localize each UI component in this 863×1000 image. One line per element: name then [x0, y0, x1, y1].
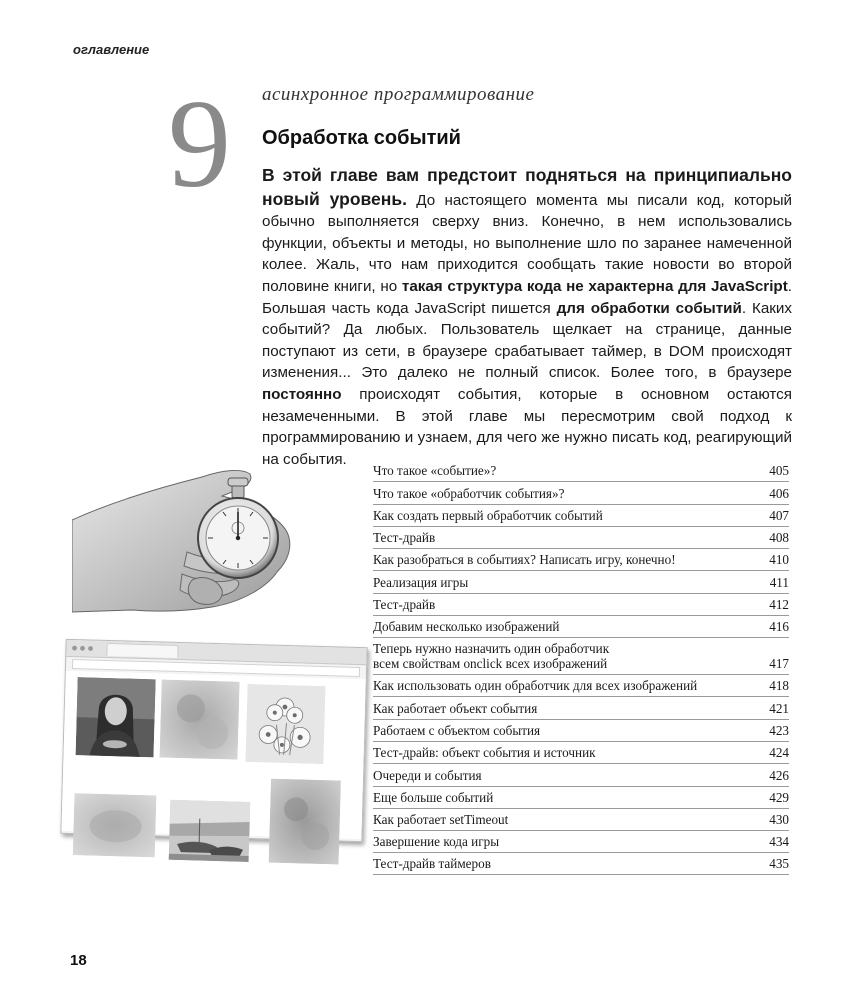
toc-entry-page: 424: [769, 745, 789, 760]
toc-entry-title: Работаем с объектом события: [373, 723, 541, 738]
toc-entry-page: 407: [769, 508, 789, 523]
browser-tab: [106, 643, 178, 658]
toc-divider: [373, 481, 789, 482]
toc-divider: [373, 504, 789, 505]
toc-divider: [373, 637, 789, 638]
intro-text-2: . Большая часть кода JavaScript пишется: [262, 277, 793, 317]
toc-entry-title: Тест-драйв: объект события и источник: [373, 745, 596, 760]
toc-entry-page: 410: [769, 552, 789, 567]
toc-divider: [373, 570, 789, 571]
toc-divider: [373, 763, 789, 764]
toc-entry[interactable]: [373, 723, 789, 743]
toc-entry-title: Как использовать один обработчик для всех изображений: [373, 678, 698, 693]
toc-entry[interactable]: [373, 678, 789, 698]
toc-entry-page: 430: [769, 812, 789, 827]
gallery-content: [61, 671, 365, 839]
window-controls-icon: [71, 645, 93, 652]
toc-entry-page: 406: [769, 486, 789, 501]
toc-divider: [373, 741, 789, 742]
toc-entry-title: Как работает setTimeout: [373, 812, 509, 827]
toc-divider: [373, 830, 789, 831]
intro-text-4: происходят события, которые в основном остаются незамеченными. В этой главе мы пересмотрим свой подход к программированию и узнаем, для чего же нужно писать код, реагирующий на события.: [262, 385, 792, 468]
gallery-image-flowers: [245, 684, 325, 764]
toc-entry-page: 412: [769, 597, 789, 612]
toc-divider: [373, 615, 789, 616]
toc-entry-title: Завершение кода игры: [373, 834, 500, 849]
toc-entry-page: 418: [769, 678, 789, 693]
toc-divider: [373, 526, 789, 527]
chapter-number: 9: [168, 75, 231, 214]
toc-divider: [373, 852, 789, 853]
toc-entry-title: Добавим несколько изображений: [373, 619, 560, 634]
intro-bold-3: постоянно: [262, 385, 342, 403]
gallery-image-blurred-1: [160, 680, 240, 760]
toc-entry[interactable]: [373, 552, 789, 572]
hand-stopwatch-image: [72, 462, 302, 622]
chapter-title: Обработка событий: [262, 127, 461, 149]
toc-entry-title: Реализация игры: [373, 575, 469, 590]
toc-entry[interactable]: [373, 575, 789, 595]
toc-entry-title: Как разобраться в событиях? Написать игру, конечно!: [373, 552, 676, 567]
intro-lead: В этой главе вам предстоит подняться на принципиально новый уровень.: [262, 165, 792, 209]
toc-entry-page: 411: [769, 575, 789, 590]
section-header: оглавление: [73, 42, 150, 57]
browser-screenshot-image: [60, 639, 367, 842]
toc-entry-title-line2: всем свойствам onclick всех изображений: [373, 656, 608, 671]
toc-entry-page: 416: [769, 619, 789, 634]
toc-entry-page: 426: [769, 768, 789, 783]
toc-entry[interactable]: [373, 812, 789, 832]
page-number: 18: [70, 952, 87, 969]
gallery-image-mona-lisa: [76, 677, 156, 757]
gallery-image-boats: [169, 800, 251, 862]
intro-text-1: До настоящего момента мы писали код, который обычно выполняется сверху вниз. Конечно, в нем использовались функции, объекты и методы, но выполнение шло по заранее намеченной колее. Жаль, что нам приходится сообщать такие новости во второй половине книги, но: [262, 191, 793, 295]
chapter-intro: [262, 164, 792, 470]
toc-entry-title: Теперь нужно назначить один обработчик: [373, 641, 610, 656]
chapter-subtitle: асинхронное программирование: [262, 84, 535, 105]
toc-divider: [373, 674, 789, 675]
toc-divider: [373, 874, 789, 875]
toc-entry-title: Еще больше событий: [373, 790, 494, 805]
gallery-image-blurred-3: [73, 793, 157, 857]
toc-entry-title: Что такое «обработчик события»?: [373, 486, 565, 501]
gallery-image-blurred-2: [269, 779, 341, 865]
toc-divider: [373, 786, 789, 787]
intro-text-3: . Каких событий? Да любых. Пользователь щелкает на странице, данные поступают из сети, в браузере срабатывает таймер, в DOM происходят изменения... Это далеко не полный список. Более того, в браузере: [262, 299, 792, 382]
toc-entry-title: Очереди и события: [373, 768, 482, 783]
toc-divider: [373, 593, 789, 594]
toc-divider: [373, 808, 789, 809]
toc-entry-page: 408: [769, 530, 789, 545]
toc-entry-title: Что такое «событие»?: [373, 463, 497, 478]
intro-bold-2: для обработки событий: [556, 299, 742, 317]
toc-entry[interactable]: [373, 790, 789, 810]
toc-entry[interactable]: [373, 597, 789, 617]
toc-entry[interactable]: [373, 641, 789, 677]
toc-entry-title: Как создать первый обработчик событий: [373, 508, 603, 523]
toc-divider: [373, 719, 789, 720]
toc-entry-page: 405: [769, 463, 789, 478]
toc-entry[interactable]: [373, 508, 789, 528]
toc-entry-page: 421: [769, 701, 789, 716]
toc-entry[interactable]: [373, 463, 789, 483]
toc-entry[interactable]: [373, 701, 789, 721]
toc-entry-page: 429: [769, 790, 789, 805]
toc-entry[interactable]: [373, 834, 789, 854]
toc-entry-page: 434: [769, 834, 789, 849]
toc-entry[interactable]: [373, 530, 789, 550]
toc-entry[interactable]: [373, 619, 789, 639]
toc-entry-page: 417: [769, 656, 789, 671]
toc-divider: [373, 696, 789, 697]
toc-entry-title: Как работает объект события: [373, 701, 538, 716]
toc-entry[interactable]: [373, 768, 789, 788]
toc-entry-title: Тест-драйв: [373, 597, 436, 612]
toc-entry-page: 423: [769, 723, 789, 738]
intro-bold-1: такая структура кода не характерна для JavaScript: [401, 277, 788, 295]
toc-entry[interactable]: [373, 745, 789, 765]
toc-entry[interactable]: [373, 486, 789, 506]
toc-divider: [373, 548, 789, 549]
toc-entry[interactable]: [373, 856, 789, 876]
toc-entry-title: Тест-драйв таймеров: [373, 856, 491, 871]
toc-entry-title: Тест-драйв: [373, 530, 436, 545]
toc-entry-page: 435: [769, 856, 789, 871]
